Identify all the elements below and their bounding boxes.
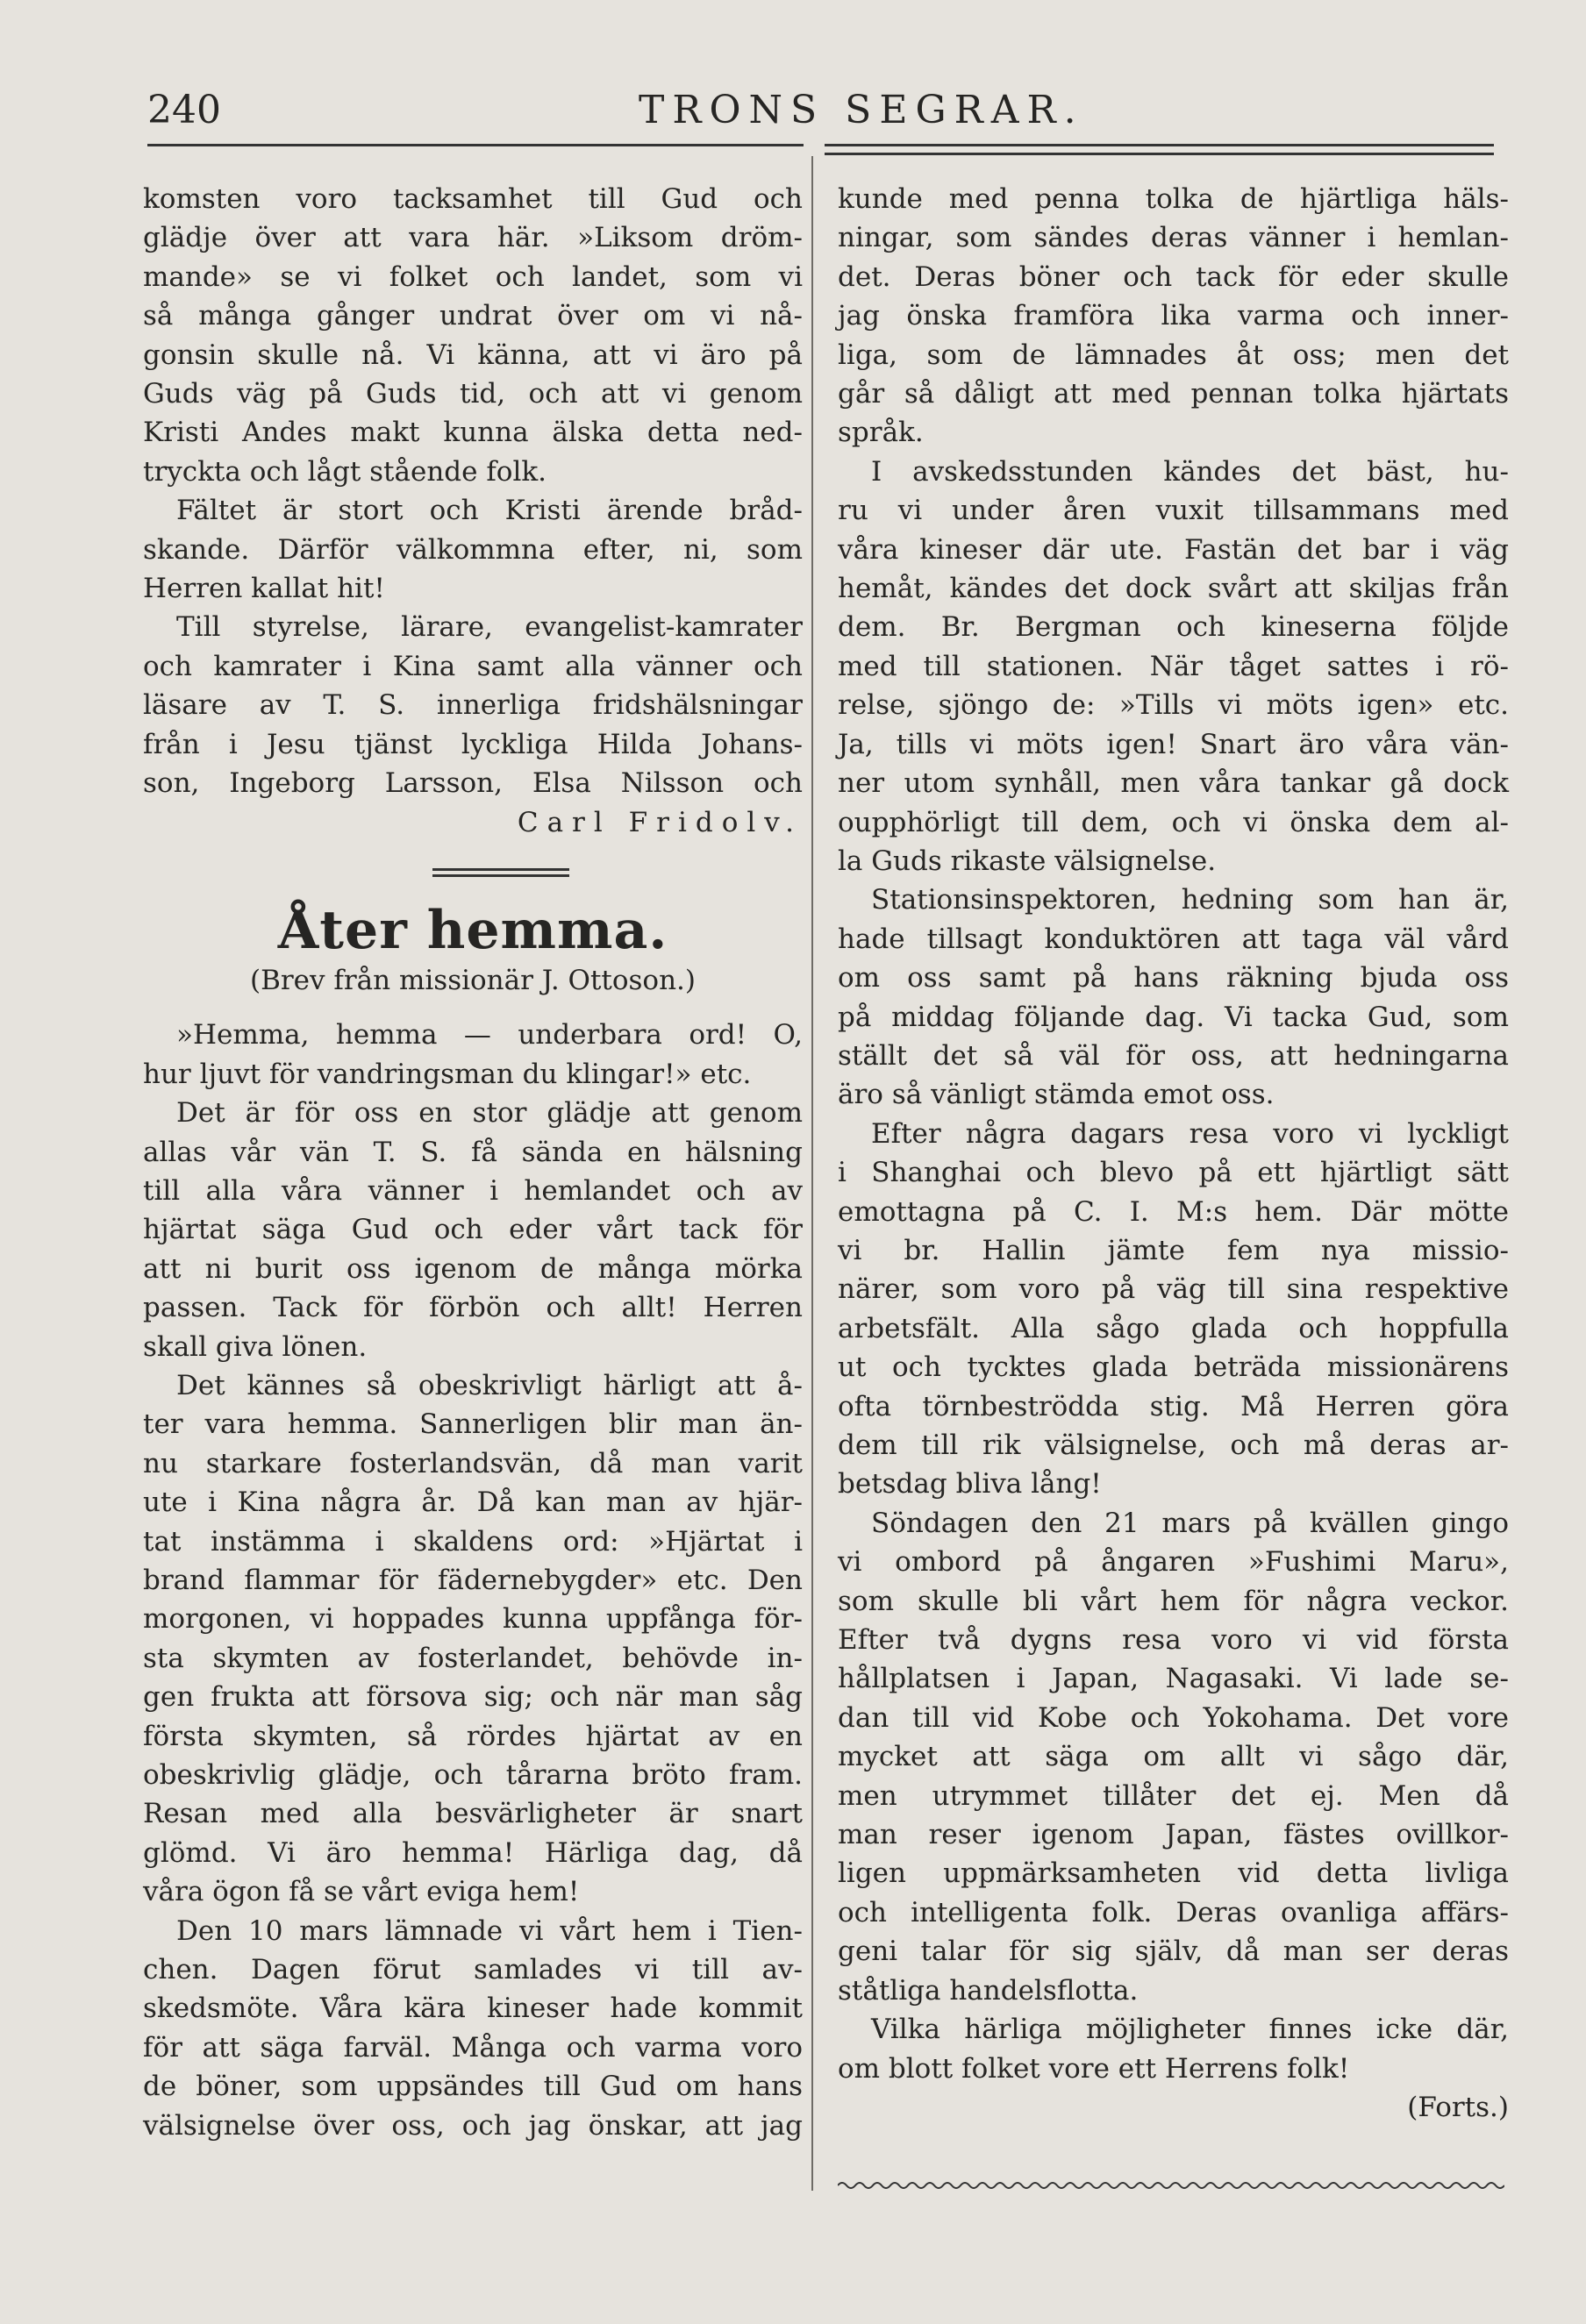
text-line: brand flammar för fädernebygder» etc. Den xyxy=(143,1565,803,1596)
text-line: hade tillsagt konduktören att taga väl vård xyxy=(838,923,1509,955)
text-line: om oss samt på hans räkning bjuda oss xyxy=(838,962,1509,994)
text-line: skedsmöte. Våra kära kineser hade kommit xyxy=(143,1993,803,2025)
text-line: son, Ingeborg Larsson, Elsa Nilsson och xyxy=(143,767,803,800)
text-line: kunde med penna tolka de hjärtliga häls- xyxy=(838,183,1509,215)
text-line: ningar, som sändes deras vänner i hemlan- xyxy=(838,222,1509,254)
text-line: hemåt, kändes det dock svårt att skiljas från xyxy=(838,573,1509,605)
article-subheading: (Brev från missionär J. Ottoson.) xyxy=(249,964,697,996)
paragraph xyxy=(143,608,803,802)
text-line: Ja, tills vi möts igen! Snart äro våra vän- xyxy=(838,728,1509,760)
text-line: våra ögon få se vårt eviga hem! xyxy=(143,1876,580,1908)
paragraph xyxy=(143,1016,803,1094)
text-line: Herren kallat hit! xyxy=(143,573,385,605)
text-line: äro så vänligt stämda emot oss. xyxy=(838,1079,1275,1111)
left-column xyxy=(143,180,803,2145)
text-line: betsdag bliva lång! xyxy=(838,1468,1102,1501)
text-line: ståtliga handelsflotta. xyxy=(838,1974,1139,2007)
text-line: »Hemma, hemma — underbara ord! O, xyxy=(176,1019,803,1052)
text-line: som skulle bli vårt hem för några veckor. xyxy=(838,1585,1509,1617)
paragraph xyxy=(838,2010,1509,2088)
text-line: i Shanghai och blevo på ett hjärtligt sätt xyxy=(838,1157,1509,1189)
text-line: hållplatsen i Japan, Nagasaki. Vi lade se- xyxy=(838,1663,1509,1695)
text-line: man reser igenom Japan, fästes ovillkor- xyxy=(838,1819,1509,1851)
paragraph xyxy=(838,1115,1509,1504)
text-line: dan till vid Kobe och Yokohama. Det vore xyxy=(838,1701,1509,1734)
text-line: arbetsfält. Alla sågo glada och hoppfulla xyxy=(838,1312,1509,1344)
text-line: läsare av T. S. innerliga fridshälsningar xyxy=(143,689,803,722)
text-line: så många gånger undrat över om vi nå- xyxy=(143,300,803,332)
paragraph xyxy=(143,1366,803,1912)
continuation-note: (Forts.) xyxy=(1407,2091,1509,2123)
text-line: till alla våra vänner i hemlandet och av xyxy=(143,1174,803,1207)
text-line: dem till rik välsignelse, och må deras ar- xyxy=(838,1429,1509,1461)
text-line: ute i Kina några år. Då kan man av hjär- xyxy=(143,1486,803,1519)
end-ornament-rule xyxy=(838,2180,1504,2191)
text-line: vi ombord på ångaren »Fushimi Maru», xyxy=(838,1546,1509,1579)
text-line: och kamrater i Kina samt alla vänner och xyxy=(143,650,803,682)
text-line: oupphörligt till dem, och vi önska dem al- xyxy=(838,806,1509,838)
header-rule-right-bottom xyxy=(825,153,1494,155)
text-line: Det kännes så obeskrivligt härligt att å- xyxy=(176,1369,803,1401)
section-divider xyxy=(432,868,569,877)
text-line: med till stationen. När tåget sattes i rö- xyxy=(838,650,1509,682)
signature: Carl Fridolv. xyxy=(517,806,803,838)
text-line: ställt det så väl för oss, att hedningarna xyxy=(838,1039,1509,1072)
text-line: chen. Dagen förut samlades vi till av- xyxy=(143,1954,803,1986)
header-rule-right-top xyxy=(825,144,1494,146)
text-line: Guds väg på Guds tid, och att vi genom xyxy=(143,378,803,410)
text-line: för att säga farväl. Många och varma voro xyxy=(143,2031,803,2064)
text-line: Efter två dygns resa voro vi vid första xyxy=(838,1624,1509,1657)
page-header xyxy=(147,88,1494,140)
text-line: Till styrelse, lärare, evangelist-kamrater xyxy=(176,611,803,644)
text-line: morgonen, vi hoppades kunna uppfånga för- xyxy=(143,1603,803,1636)
text-line: Efter några dagars resa voro vi lyckligt xyxy=(871,1117,1509,1150)
text-line: passen. Tack för förbön och allt! Herren xyxy=(143,1292,803,1324)
text-line: närer, som voro på väg till sina respektive xyxy=(838,1273,1509,1306)
text-line: tryckta och lågt stående folk. xyxy=(143,455,547,488)
text-line: ofta törnbeströdda stig. Må Herren göra xyxy=(838,1390,1509,1422)
text-line: Det är för oss en stor glädje att genom xyxy=(176,1097,803,1130)
text-line: de böner, som uppsändes till Gud om hans xyxy=(143,2071,803,2103)
text-line: det. Deras böner och tack för eder skulle xyxy=(838,260,1509,293)
text-line: dem. Br. Bergman och kineserna följde xyxy=(838,611,1509,644)
text-line: ru vi under åren vuxit tillsammans med xyxy=(838,495,1509,527)
right-column xyxy=(838,180,1509,2127)
text-line: ut och tycktes glada beträda missionärens xyxy=(838,1351,1509,1384)
text-line: obeskrivlig glädje, och tårarna bröto fram. xyxy=(143,1759,803,1792)
text-line: Stationsinspektoren, hedning som han är, xyxy=(871,884,1509,916)
running-title: TRONS SEGRAR. xyxy=(639,88,1084,132)
paragraph xyxy=(838,180,1509,453)
text-line: nu starkare fosterlandsvän, då man varit xyxy=(143,1447,803,1479)
text-line: hur ljuvt för vandringsman du klingar!» etc. xyxy=(143,1058,752,1090)
text-line: liga, som de lämnades åt oss; men det xyxy=(838,339,1509,371)
paragraph xyxy=(143,180,803,491)
text-line: vi br. Hallin jämte fem nya missio- xyxy=(838,1234,1509,1266)
text-line: sta skymten av fosterlandet, behövde in- xyxy=(143,1642,803,1674)
text-line: Kristi Andes makt kunna älska detta ned- xyxy=(143,417,803,449)
text-line: från i Jesu tjänst lyckliga Hilda Johans- xyxy=(143,728,803,760)
text-line: språk. xyxy=(838,417,924,449)
text-line: och intelligenta folk. Deras ovanliga affärs- xyxy=(838,1896,1509,1928)
text-line: ter vara hemma. Sannerligen blir man än- xyxy=(143,1408,803,1441)
text-line: Vilka härliga möjligheter finnes icke där, xyxy=(871,2014,1509,2046)
text-line: mycket att säga om allt vi sågo där, xyxy=(838,1741,1509,1773)
text-line: Den 10 mars lämnade vi vårt hem i Tien- xyxy=(176,1914,803,1947)
text-line: att ni burit oss igenom de många mörka xyxy=(143,1252,803,1285)
text-line: la Guds rikaste välsignelse. xyxy=(838,845,1217,877)
text-line: Fältet är stort och Kristi ärende bråd- xyxy=(176,495,803,527)
paragraph xyxy=(838,1504,1509,2010)
text-line: skande. Därför välkommna efter, ni, som xyxy=(143,533,803,566)
paragraph xyxy=(838,453,1509,880)
text-line: hjärtat säga Gud och eder vårt tack för xyxy=(143,1214,803,1246)
text-line: Resan med alla besvärligheter är snart xyxy=(143,1798,803,1830)
article-heading: Åter hemma. xyxy=(277,899,668,961)
text-line: Söndagen den 21 mars på kvällen gingo xyxy=(871,1507,1509,1539)
text-line: allas vår vän T. S. få sända en hälsning xyxy=(143,1136,803,1168)
text-line: glömd. Vi äro hemma! Härliga dag, då xyxy=(143,1836,803,1869)
text-line: ner utom synhåll, men våra tankar gå dock xyxy=(838,767,1509,800)
text-line: emottagna på C. I. M:s hem. Där mötte xyxy=(838,1195,1509,1228)
text-line: första skymten, så rördes hjärtat av en xyxy=(143,1720,803,1752)
text-line: ligen uppmärksamheten vid detta livliga xyxy=(838,1857,1509,1890)
paragraph xyxy=(143,1912,803,2145)
text-line: relse, sjöngo de: »Tills vi möts igen» etc. xyxy=(838,689,1509,722)
text-line: geni talar för sig själv, då man ser deras xyxy=(838,1935,1509,1968)
text-line: på middag följande dag. Vi tacka Gud, som xyxy=(838,1001,1509,1033)
paragraph xyxy=(838,880,1509,1114)
paragraph xyxy=(143,491,803,608)
page-number: 240 xyxy=(147,88,221,132)
text-line: mande» se vi folket och landet, som vi xyxy=(143,260,803,293)
text-line: tat instämma i skaldens ord: »Hjärtat i xyxy=(143,1525,803,1558)
text-line: välsignelse över oss, och jag önskar, att jag xyxy=(143,2109,803,2142)
text-line: gonsin skulle nå. Vi känna, att vi äro på xyxy=(143,339,803,371)
text-line: skall giva lönen. xyxy=(143,1330,368,1363)
text-line: går så dåligt att med pennan tolka hjärtats xyxy=(838,378,1509,410)
text-line: men utrymmet tillåter det ej. Men då xyxy=(838,1779,1509,1812)
header-rule-left xyxy=(147,144,804,146)
text-line: gen frukta att försova sig; och när man såg xyxy=(143,1681,803,1714)
column-divider xyxy=(811,156,813,2191)
paragraph xyxy=(143,1094,803,1366)
text-line: komsten voro tacksamhet till Gud och xyxy=(143,183,803,215)
text-line: glädje över att vara här. »Liksom dröm- xyxy=(143,222,803,254)
text-line: I avskedsstunden kändes det bäst, hu- xyxy=(871,455,1509,488)
text-line: om blott folket vore ett Herrens folk! xyxy=(838,2052,1350,2085)
text-line: jag önska framföra lika varma och inner- xyxy=(838,300,1509,332)
text-line: våra kineser där ute. Fastän det bar i väg xyxy=(838,533,1509,566)
